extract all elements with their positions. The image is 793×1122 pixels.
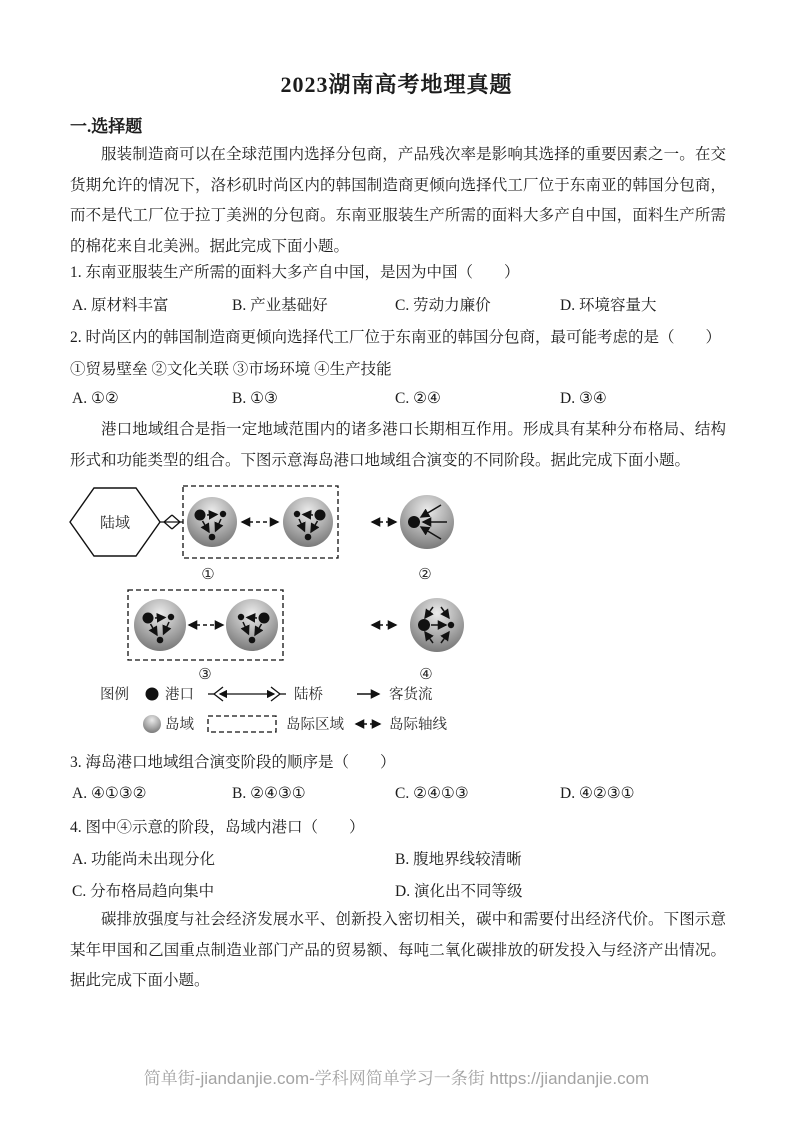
port-dot-icon — [294, 511, 300, 517]
q3-option-c: C. ②④①③ — [395, 785, 469, 802]
legend-inter-island-region-icon — [208, 716, 276, 732]
intro-paragraph-ports: 港口地域组合是指一定地域范围内的诸多港口长期相互作用。形成具有某种分布格局、结构形式和功能类型的组合。下图示意海岛港口地域组合演变的不同阶段。据此完成下面小题。 — [70, 421, 726, 469]
island-port-evolution-diagram — [62, 478, 492, 740]
legend-inter-island-region-label: 岛际区域 — [286, 717, 344, 733]
section-heading-choice-questions: 一.选择题 — [70, 117, 143, 136]
legend-title: 图例 — [100, 687, 129, 703]
diagram-legend — [100, 685, 447, 733]
stage-2-group — [372, 495, 454, 583]
q1-option-c: C. 劳动力廉价 — [395, 297, 491, 314]
port-dot-icon — [220, 511, 226, 517]
legend-island-label: 岛域 — [165, 717, 194, 733]
question-3-options — [0, 784, 793, 808]
legend-port-label: 港口 — [165, 687, 194, 703]
question-4-text: 4. 图中④示意的阶段，岛域内港口（ ） — [70, 819, 365, 836]
port-dot-icon — [448, 622, 454, 628]
legend-port-dot-icon — [146, 688, 159, 701]
legend-land-bridge-symbol-icon — [208, 687, 286, 701]
intro-paragraph-carbon: 碳排放强度与社会经济发展水平、创新投入密切相关，碳中和需要付出经济代价。下图示意某年甲国和乙国重点制造业部门产品的贸易额、每吨二氧化碳排放的研发投入与经济产出情况。据此完成下面小题。 — [70, 911, 726, 989]
port-dot-icon — [259, 613, 270, 624]
q4-option-a: A. 功能尚未出现分化 — [72, 851, 215, 868]
stage-4-group — [372, 598, 464, 683]
question-4-options-row-1 — [0, 847, 793, 871]
q2-option-a: A. ①② — [72, 390, 119, 407]
q2-option-d: D. ③④ — [560, 390, 607, 407]
q4-option-d: D. 演化出不同等级 — [395, 883, 523, 900]
legend-land-bridge-label: 陆桥 — [294, 687, 323, 703]
legend-inter-island-axis-label: 岛际轴线 — [389, 717, 447, 733]
port-dot-icon — [305, 534, 312, 541]
q3-option-b: B. ②④③① — [232, 785, 306, 802]
port-dot-icon — [418, 619, 430, 631]
intro-paragraph-garment: 服装制造商可以在全球范围内选择分包商，产品残次率是影响其选择的重要因素之一。在交货期允许的情况下，洛杉矶时尚区内的韩国制造商更倾向选择代工厂位于东南亚的韩国分包商，而不是代工厂位于拉丁美洲的分包商。东南亚服装生产所需的面料大多产自中国，面料生产所需的棉花来自北美洲。据此完成下面小题。 — [70, 146, 726, 255]
port-dot-icon — [157, 637, 164, 644]
port-dot-icon — [195, 510, 206, 521]
land-bridge-symbol-icon — [160, 515, 183, 529]
stage-3-group — [128, 590, 283, 683]
stage-1-label: ① — [201, 567, 215, 583]
question-3-text: 3. 海岛港口地域组合演变阶段的顺序是（ ） — [70, 754, 396, 771]
stage-4-label: ④ — [419, 667, 433, 683]
question-2-sub-items: ①贸易壁垒 ②文化关联 ③市场环境 ④生产技能 — [70, 361, 392, 378]
q1-option-d: D. 环境容量大 — [560, 297, 657, 314]
q1-option-a: A. 原材料丰富 — [72, 297, 169, 314]
question-2-options — [0, 389, 793, 413]
question-1-text: 1. 东南亚服装生产所需的面料大多产自中国，是因为中国（ ） — [70, 264, 520, 281]
port-dot-icon — [168, 614, 174, 620]
question-4-options-row-2 — [0, 879, 793, 903]
question-2-text: 2. 时尚区内的韩国制造商更倾向选择代工厂位于东南亚的韩国分包商，最可能考虑的是（ ） — [70, 329, 722, 346]
stage-2-label: ② — [418, 567, 432, 583]
port-dot-icon — [238, 614, 244, 620]
q3-option-d: D. ④②③① — [560, 785, 635, 802]
port-dot-icon — [209, 534, 216, 541]
port-dot-icon — [249, 637, 256, 644]
q4-option-b: B. 腹地界线较清晰 — [395, 851, 522, 868]
stage-1-group — [183, 486, 338, 583]
q2-option-b: B. ①③ — [232, 390, 278, 407]
legend-island-sphere-icon — [143, 715, 161, 733]
land-area-label: 陆域 — [99, 515, 131, 532]
legend-flow-label: 客货流 — [389, 687, 433, 703]
q4-option-c: C. 分布格局趋向集中 — [72, 883, 215, 900]
port-dot-icon — [143, 613, 154, 624]
q1-option-b: B. 产业基础好 — [232, 297, 328, 314]
site-watermark-footer: 简单街-jiandanjie.com-学科网简单学习一条街 https://jiandanjie.com — [143, 1069, 650, 1088]
page-title: 2023湖南高考地理真题 — [280, 72, 513, 97]
question-1-options — [0, 293, 793, 317]
port-dot-icon — [408, 516, 420, 528]
q3-option-a: A. ④①③② — [72, 785, 147, 802]
stage-3-label: ③ — [198, 667, 212, 683]
port-dot-icon — [315, 510, 326, 521]
land-area-hexagon — [70, 488, 160, 556]
q2-option-c: C. ②④ — [395, 390, 441, 407]
